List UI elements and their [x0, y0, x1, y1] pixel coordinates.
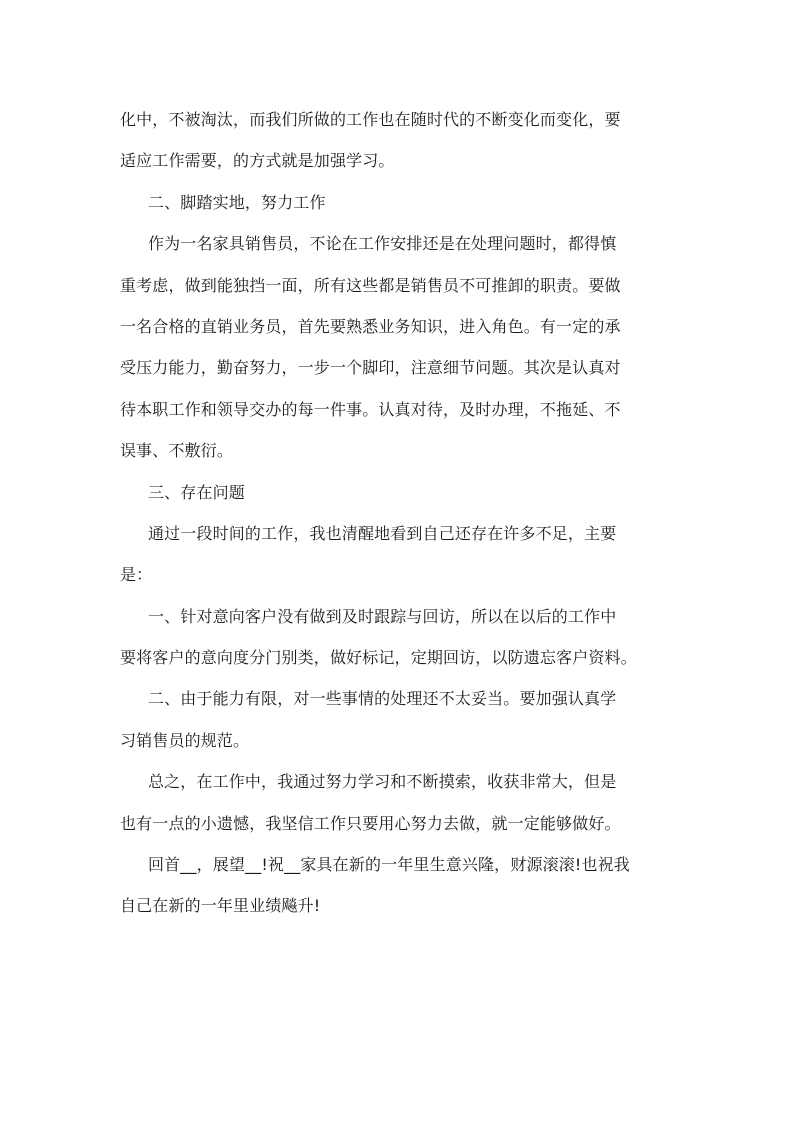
paragraph-line: 自己在新的一年里业绩飚升! — [120, 896, 321, 916]
paragraph-line: 二、由于能力有限，对一些事情的处理还不太妥当。要加强认真学 — [148, 689, 617, 709]
paragraph-line: 适应工作需要，的方式就是加强学习。 — [120, 151, 395, 171]
paragraph-line: 重考虑，做到能独挡一面，所有这些都是销售员不可推卸的职责。要做 — [120, 275, 621, 295]
paragraph-line: 也有一点的小遗憾，我坚信工作只要用心努力去做，就一定能够做好。 — [120, 813, 621, 833]
paragraph-line: 作为一名家具销售员，不论在工作安排还是在处理问题时，都得慎 — [148, 234, 617, 254]
paragraph-line: 总之，在工作中，我通过努力学习和不断摸索，收获非常大，但是 — [148, 772, 617, 792]
paragraph-line: 误事、不敷衍。 — [120, 441, 234, 461]
paragraph-line: 习销售员的规范。 — [120, 730, 250, 750]
section-heading: 二、脚踏实地，努力工作 — [148, 192, 326, 212]
paragraph-line: 一名合格的直销业务员，首先要熟悉业务知识，进入角色。有一定的承 — [120, 316, 621, 336]
paragraph-line: 通过一段时间的工作，我也清醒地看到自己还存在许多不足，主要 — [148, 523, 617, 543]
paragraph-line: 回首__，展望__!祝__家具在新的一年里生意兴隆，财源滚滚!也祝我 — [148, 855, 630, 875]
paragraph-line: 受压力能力，勤奋努力，一步一个脚印，注意细节问题。其次是认真对 — [120, 358, 621, 378]
paragraph-line: 待本职工作和领导交办的每一件事。认真对待，及时办理，不拖延、不 — [120, 399, 621, 419]
paragraph-line: 是： — [120, 565, 153, 585]
paragraph-line: 一、针对意向客户没有做到及时跟踪与回访，所以在以后的工作中 — [148, 606, 617, 626]
section-heading: 三、存在问题 — [148, 482, 245, 502]
document-body — [120, 99, 676, 927]
paragraph-line: 要将客户的意向度分门别类，做好标记，定期回访，以防遗忘客户资料。 — [120, 648, 637, 668]
paragraph-line: 化中，不被淘汰，而我们所做的工作也在随时代的不断变化而变化，要 — [120, 110, 621, 129]
